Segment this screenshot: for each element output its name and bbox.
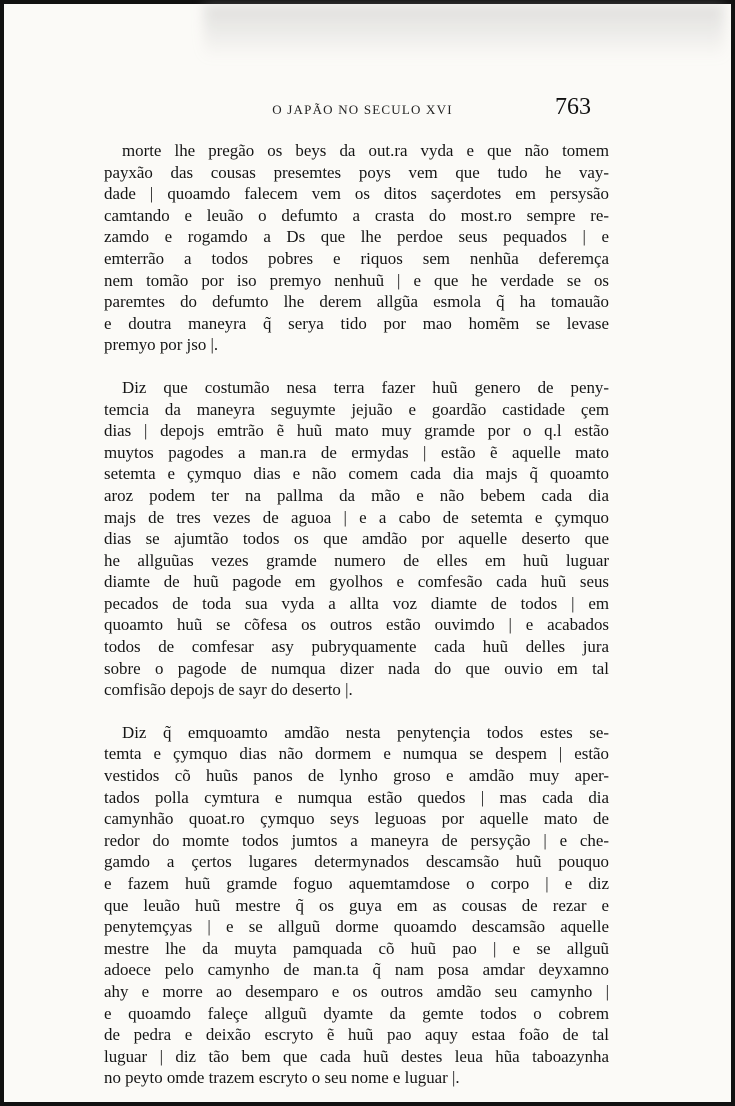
text-line: mestre lhe da muyta pamquada cõ huũ pao | e se allguũ: [104, 938, 609, 958]
text-line: Diz que costumão nesa terra fazer huũ genero de peny-: [122, 377, 609, 397]
page-number: 763: [555, 94, 591, 120]
text-line: todos de comfesar asy pubryquamente cada huũ delles jura: [104, 637, 609, 657]
text-line: Diz q̃ emquoamto amdão nesta penytençia todos estes se-: [122, 722, 609, 742]
text-line: comfisão depojs de sayr do deserto |.: [104, 680, 353, 700]
text-line: setemta e çymquo dias e não comem cada dia majs q̃ quoamto: [104, 464, 609, 484]
text-line: gamdo a çertos lugares determynados descamsão huũ pouquo: [104, 852, 609, 872]
text-line: muytos pagodes a man.ra de ermydas | estão ẽ aquelle mato: [104, 442, 609, 462]
text-line: pecados de toda sua vyda a allta voz diamte de todos | em: [104, 593, 609, 613]
text-line: dias se ajumtão todos os que amdão por aquelle deserto que: [104, 529, 609, 549]
text-line: paremtes do defumto lhe derem allgũa esmola q̃ ha tomauão: [104, 292, 609, 312]
text-line: majs de tres vezes de aguoa | e a cabo de setemta e çymquo: [104, 507, 609, 527]
text-line: sobre o pagode de numqua dizer nada do que ouvio em tal: [104, 658, 609, 678]
paragraph-3: [104, 722, 609, 1089]
running-header: O JAPÃO NO SECULO XVI: [272, 102, 453, 117]
text-line: vestidos cõ huũs panos de lynho groso e amdão muy aper-: [104, 766, 609, 786]
text-line: emterrão a todos pobres e riquos sem nenhũa deferemça: [104, 248, 609, 268]
paragraph-1: [104, 140, 609, 356]
scan-smudge: [204, 4, 724, 59]
text-line: camynhão quoat.ro çymquo seys leguoas por aquelle mato de: [104, 809, 609, 829]
text-line: ahy e morre ao desemparo e os outros amdão seu camynho |: [104, 981, 609, 1001]
text-line: diamte de huũ pagode em gyolhos e comfesão cada huũ seus: [104, 572, 609, 592]
text-line: premyo por jso |.: [104, 335, 219, 355]
text-line: e fazem huũ gramde foguo aquemtamdose o corpo | e diz: [104, 874, 609, 893]
text-line: temta e çymquo dias não dormem e numqua se despem | estão: [104, 744, 609, 764]
text-line: dias | depojs emtrão ẽ huũ mato muy gramde por o q.l estão: [104, 421, 609, 441]
text-line: e doutra maneyra q̃ serya tido por mao homẽm se levase: [104, 313, 609, 333]
text-line: penytemçyas | e se allguũ dorme quoamdo descamsão aquelle: [104, 917, 609, 937]
text-line: camtando e leuão o defumto a crasta do most.ro sempre re-: [104, 205, 609, 225]
paragraph-2: [104, 377, 609, 701]
text-line: nem tomão por iso premyo nenhuũ | e que he verdade se os: [104, 270, 609, 290]
text-line: de pedra e deixão escryto ẽ huũ pao aquy estaa foão de tal: [104, 1025, 609, 1045]
text-line: e quoamdo faleçe allguũ dyamte da gemte todos o cobrem: [104, 1003, 609, 1023]
text-line: aroz podem ter na pallma da mão e não bebem cada dia: [104, 485, 609, 505]
text-line: adoece pelo camynho de man.ta q̃ nam posa amdar deyxamno: [104, 960, 609, 980]
text-line: zamdo e rogamdo a Ds que lhe perdoe seus pequados | e: [104, 227, 609, 247]
text-line: he allguũas vezes gramde numero de elles em huũ luguar: [104, 550, 609, 570]
text-line: que leuão huũ mestre q̃ os guya em as cousas de rezar e: [104, 895, 609, 915]
text-line: dade | quoamdo falecem vem os ditos saçerdotes em persysão: [104, 184, 609, 204]
text-line: luguar | diz tão bem que cada huũ destes leua hũa taboazynha: [104, 1046, 609, 1066]
text-line: redor do momte todos jumtos a maneyra de persyção | e che-: [104, 830, 609, 850]
text-line: quoamto huũ se cõfesa os outros estão ouvimdo | e acabados: [104, 615, 609, 635]
body-text: [104, 140, 609, 1089]
text-line: morte lhe pregão os beys da out.ra vyda e que não tomem: [122, 141, 609, 160]
text-line: tados polla cymtura e numqua estão quedos | mas cada dia: [104, 787, 609, 807]
text-line: payxão das cousas presemtes poys vem que tudo he vay-: [104, 162, 609, 182]
text-line: temcia da maneyra seguymte jejuão e goardão castidade çem: [104, 399, 609, 419]
text-line: no peyto omde trazem escryto o seu nome e luguar |.: [104, 1068, 460, 1088]
